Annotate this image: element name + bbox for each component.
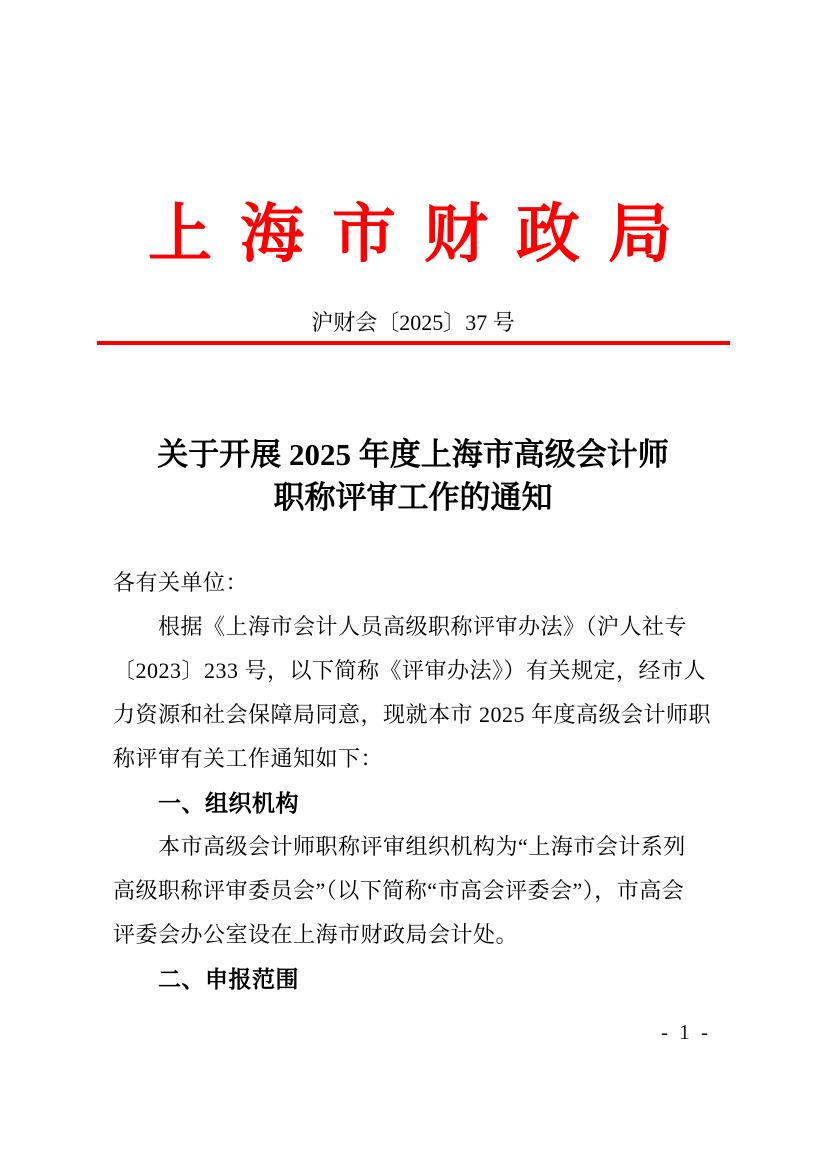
document-title-line1: 关于开展 2025 年度上海市高级会计师 (157, 437, 669, 472)
body-line: 〔2023〕233 号，以下简称《评审办法》）有关规定，经市人 (113, 658, 707, 683)
body-line: 评委会办公室设在上海市财政局会计处。 (113, 922, 519, 947)
page-number: - 1 - (661, 1020, 711, 1044)
body-line: 称评审有关工作通知如下： (113, 746, 384, 771)
section-heading: 一、组织机构 (158, 790, 299, 816)
body-line: 各有关单位： (113, 570, 249, 595)
red-divider-line (97, 341, 730, 345)
document-title (0, 433, 826, 519)
document-number: 沪财会〔2025〕37 号 (311, 310, 515, 335)
document-body (113, 561, 717, 1001)
document-title-line2: 职称评审工作的通知 (273, 480, 553, 515)
section-heading: 二、申报范围 (158, 966, 299, 992)
body-line: 根据《上海市会计人员高级职称评审办法》（沪人社专 (158, 614, 688, 639)
body-line: 本市高级会计师职称评审组织机构为“上海市会计系列 (158, 834, 686, 859)
body-line: 高级职称评审委员会”（以下简称“市高会评委会”），市高会 (113, 878, 685, 903)
agency-name: 上 海 市 财 政 局 (148, 199, 678, 270)
body-line: 力资源和社会保障局同意，现就本市 2025 年度高级会计师职 (113, 702, 712, 727)
